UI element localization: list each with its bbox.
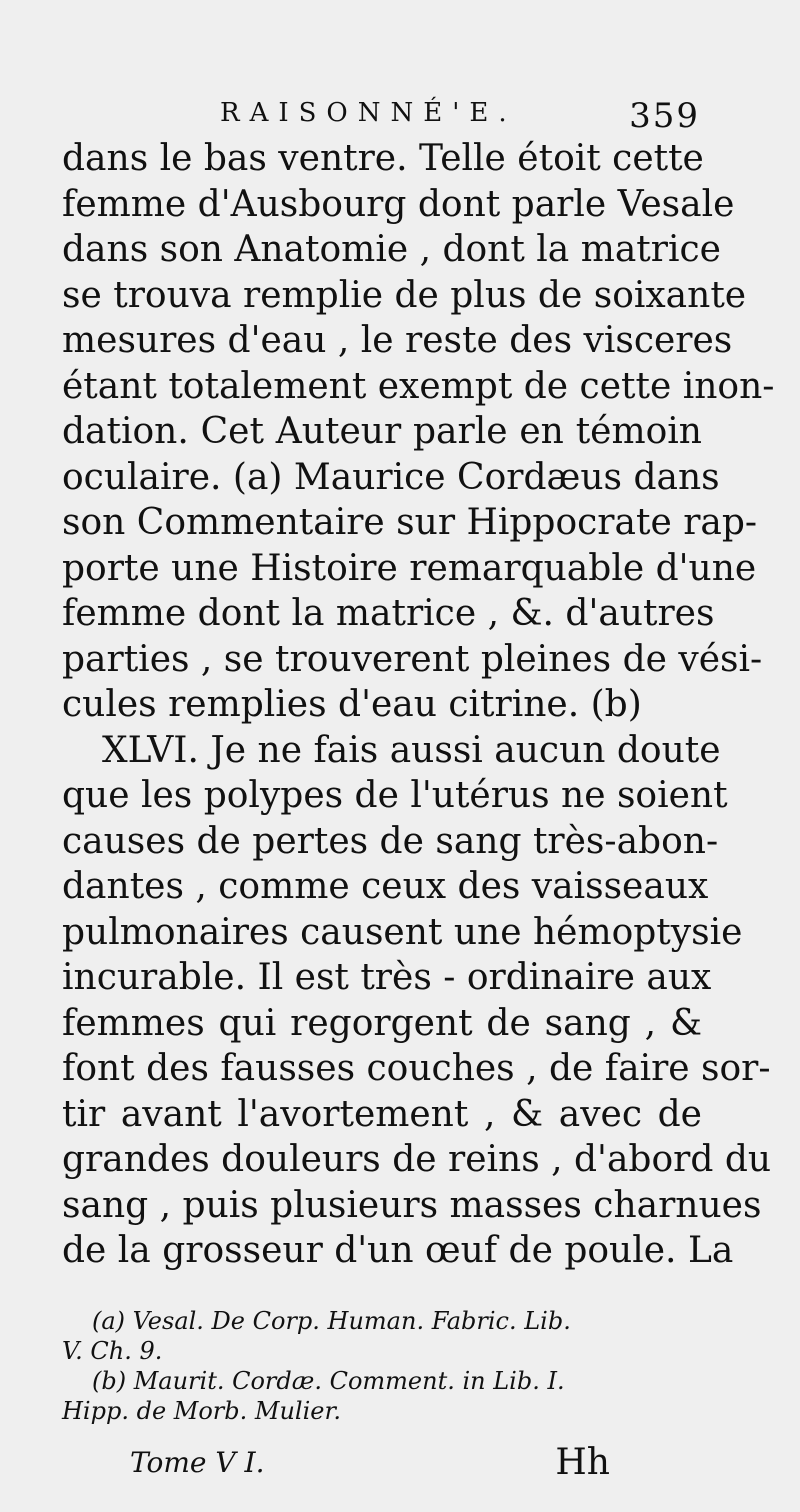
text-line: femme dont la matrice , &. d'autres — [62, 593, 715, 634]
page-number: 359 — [629, 96, 700, 136]
text-line: font des fausses couches , de faire sor- — [62, 1048, 771, 1089]
text-line: mesures d'eau , le reste des visceres — [62, 320, 733, 361]
volume-label: Tome V I. — [130, 1446, 265, 1479]
text-line: dans le bas ventre. Telle étoit cette — [62, 138, 704, 179]
page-header — [60, 98, 700, 138]
text-line: dantes , comme ceux des vaisseaux — [62, 866, 709, 907]
text-line: cules remplies d'eau citrine. (b) — [62, 684, 642, 725]
text-line: se trouva remplie de plus de soixante — [62, 274, 747, 316]
text-line: femmes qui regorgent de sang , & — [62, 1002, 702, 1044]
text-line: incurable. Il est très - ordinaire aux — [62, 957, 712, 998]
footnotes — [62, 1306, 692, 1426]
text-line: porte une Histoire remarquable d'une — [62, 547, 757, 589]
text-line: que les polypes de l'utérus ne soient — [62, 775, 728, 816]
text-line: sang , puis plusieurs masses charnues — [62, 1184, 762, 1226]
text-line: pulmonaires causent une hémoptysie — [62, 911, 743, 953]
footnote-a: (a) Vesal. De Corp. Human. Fabric. Lib. — [92, 1307, 571, 1335]
text-line: son Commentaire sur Hippocrate rap- — [62, 502, 758, 543]
text-line: femme d'Ausbourg dont parle Vesale — [62, 183, 735, 225]
body-text — [62, 136, 775, 1274]
text-line: tir avant l'avortement , & avec de — [62, 1093, 702, 1135]
text-line: grandes douleurs de reins , d'abord du — [62, 1139, 772, 1180]
text-line: de la grosseur d'un œuf de poule. La — [62, 1230, 734, 1271]
footnote-a-continued: V. Ch. 9. — [62, 1337, 163, 1365]
text-line: dans son Anatomie , dont la matrice — [62, 229, 721, 270]
paragraph-start-line: XLVI. Je ne fais aussi aucun doute — [102, 729, 721, 771]
text-line: étant totalement exempt de cette inon- — [62, 365, 775, 407]
text-line: parties , se trouverent pleines de vési- — [62, 638, 763, 680]
running-title: RAISONNÉ'E. — [220, 98, 517, 128]
page-footer — [130, 1442, 610, 1486]
text-line: oculaire. (a) Maurice Cordæus dans — [62, 456, 720, 498]
footnote-b-continued: Hipp. de Morb. Mulier. — [62, 1397, 341, 1425]
footnote-b: (b) Maurit. Cordæ. Comment. in Lib. I. — [92, 1367, 565, 1395]
text-line: dation. Cet Auteur parle en témoin — [62, 411, 702, 452]
signature-mark: Hh — [555, 1442, 610, 1483]
text-line: causes de pertes de sang très-abon- — [62, 820, 719, 862]
